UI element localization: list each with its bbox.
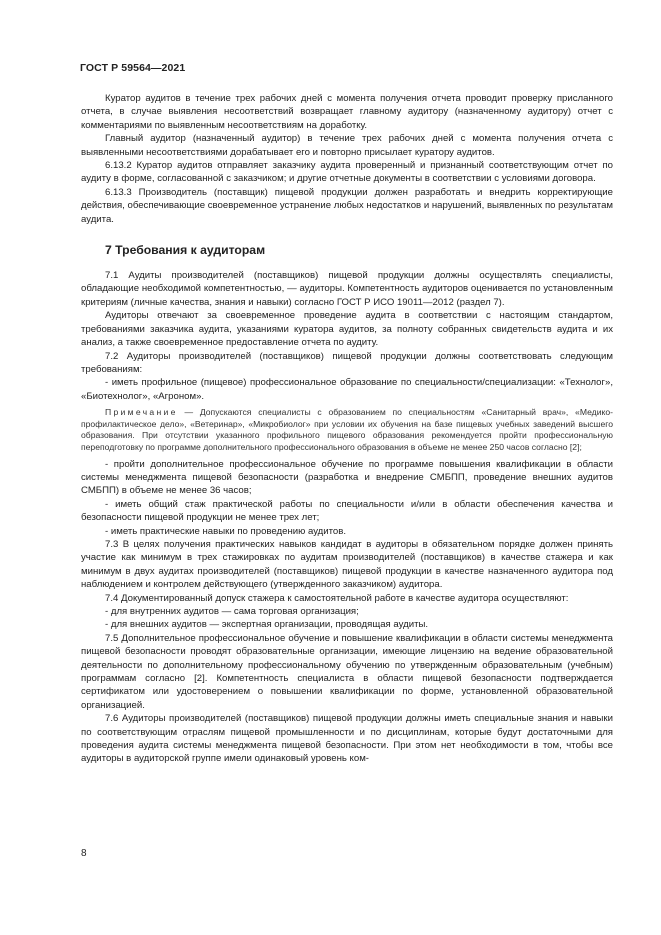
list-item-skills: - иметь практические навыки по проведению аудитов. [105, 525, 347, 537]
list-item-training: - пройти дополнительное профессиональное обучение по программе повышения квалификации в области системы менеджмента пищевой безопасности (разработка и внедрение СМБПП, проведение внешних аудитов СМБПП) в объеме не менее 36 часов; [81, 458, 613, 497]
list-item-internal-audits: - для внутренних аудитов — сама торговая организация; [105, 605, 359, 617]
paragraph-curator-review: Куратор аудитов в течение трех рабочих дней с момента получения отчета проводит проверку присланного отчета, в случае выявления несоответствий возвращает главному аудитору (назначенному аудитору) отчет с комментариями по выявленным несоответствиям на доработку. [81, 93, 613, 131]
note-text: — Допускаются специалисты с образованием по специальностям «Санитарный врач», «Медико-профилактическое дело», «Ветеринар», «Микробиолог» при условии их обучения на базе пищевых учебных заведений высшего образования. При отсутствии указанного профильного пищевого образования рекомендуется пройти профессиональную переподготовку по программе дополнительного профессионального образования в объеме не менее 250 часов согласно [2]; [81, 407, 613, 452]
list-item-education: - иметь профильное (пищевое) профессиональное образование по специальности/специализации: «Технолог», «Биотехнолог», «Агроном». [81, 377, 613, 402]
paragraph-7-2: 7.2 Аудиторы производителей (поставщиков) пищевой продукции должны соответствовать следующим требованиям: [81, 350, 613, 375]
paragraph-7-5: 7.5 Дополнительное профессиональное обучение и повышение квалификации в области системы менеджмента пищевой безопасности проводят образовательные организации, имеющие лицензию на ведение образовательной деятельности по дополнительному профессиональному обучению по утвержденным образовательным (учебным) программам согласно [2]. Компетентность специалиста в области пищевой безопасности подтверждается сертификатом или удостоверением о повышении квалификации по форме, установленной образовательной организацией. [81, 632, 613, 711]
list-item-external-audits: - для внешних аудитов — экспертная организации, проводящая аудиты. [105, 619, 429, 631]
section-title: 7 Требования к аудиторам [105, 243, 266, 258]
paragraph-chief-auditor-rework: Главный аудитор (назначенный аудитор) в течение трех рабочих дней с момента получения отчета с выявленными несоответствиями дорабатывает его и повторно присылает куратору аудитов. [81, 133, 613, 158]
list-item-experience: - иметь общий стаж практической работы по специальности и/или в области обеспечения качества и безопасности пищевой продукции не менее трех лет; [81, 498, 613, 524]
document-body [81, 92, 613, 766]
paragraph-7-6: 7.6 Аудиторы производителей (поставщиков) пищевой продукции должны иметь специальные знания и навыки по соответствующим отраслям пищевой промышленности и по дисциплинам, которые будут достаточными для проведения аудита системы менеджмента пищевой безопасности. При этом нет необходимости в том, чтобы все аудиторы в аудиторской группе имели одинаковый уровень ком- [81, 713, 613, 765]
page-number: 8 [81, 848, 87, 859]
note-label: Примечание [105, 407, 178, 418]
standard-header: ГОСТ Р 59564—2021 [80, 62, 186, 74]
note-block [81, 407, 613, 453]
paragraph-auditor-responsibility: Аудиторы отвечают за своевременное проведение аудита в соответствии с настоящим стандартом, требованиями заказчика аудита, указаниями куратора аудитов, за полноту собранных свидетельств аудита и их анализ, а также своевременное предоставление отчета по аудиту. [81, 310, 613, 349]
paragraph-7-3: 7.3 В целях получения практических навыков кандидат в аудиторы в обязательном порядке должен принять участие как минимум в трех стажировках по аудитам производителей (поставщиков) в качестве стажера и как минимум в двух аудитах производителей (поставщиков) пищевой продукции в качестве назначенного аудитора под наблюдением и контролем действующего (утвержденного заказчиком) аудитора. [81, 538, 613, 591]
paragraph-7-4: 7.4 Документированный допуск стажера к самостоятельной работе в качестве аудитора осуществляют: [105, 592, 569, 604]
paragraph-7-1: 7.1 Аудиты производителей (поставщиков) пищевой продукции должны осуществлять специалисты, обладающие необходимой компетентностью, — аудиторы. Компетентность аудиторов оценивается по установленным критериям (личные качества, знания и навыки) согласно ГОСТ Р ИСО 19011—2012 (раздел 7). [81, 270, 613, 308]
paragraph-6-13-3: 6.13.3 Производитель (поставщик) пищевой продукции должен разработать и внедрить корректирующие действия, обеспечивающие своевременное устранение любых недостатков и нарушений, выявленных по результатам аудита. [81, 186, 613, 225]
paragraph-6-13-2: 6.13.2 Куратор аудитов отправляет заказчику аудита проверенный и признанный соответствующим отчет по аудиту в форме, согласованной с заказчиком; и другие отчетные документы в соответствии с условиями договора. [81, 160, 613, 185]
